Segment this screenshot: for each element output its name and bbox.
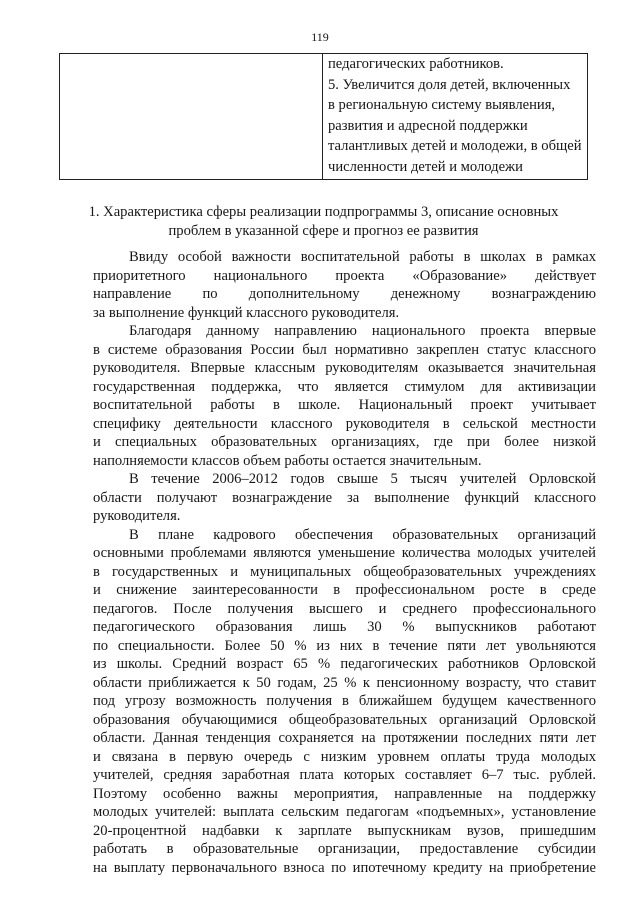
text-line: направление по дополнительному денежному вознаграждению (93, 286, 596, 302)
text-line: Поэтому особенно важны мероприятия, направленные на поддержку (93, 785, 596, 802)
text-line: под угрозу возможность получения в ближайшем будущем качественного (93, 693, 596, 709)
text-line: области получают вознаграждение за выполнение функций классного (93, 489, 596, 506)
cell-line: численности детей и молодежи (328, 158, 523, 175)
cell-line: в региональную систему выявления, (328, 97, 556, 114)
text-line: руководителя. (93, 508, 181, 524)
text-line: воспитательной работы в школе. Национальный проект учитывает (93, 397, 596, 413)
text-line: молодых учителей: выплата сельским педагогам «подъемных», установление (93, 804, 596, 820)
text-line: приоритетного национального проекта «Образование» действует (93, 267, 596, 284)
text-line: педагогического образования лишь 30 % выпускников работают (93, 619, 596, 635)
text-line: в системе образования России был нормативно закреплен статус классного (93, 341, 596, 358)
table-cell-left (60, 54, 323, 180)
text-line: из школы. Средний возраст 65 % педагогических работников Орловской (93, 656, 596, 672)
text-line: области приближается к 50 годам, 25 % к пенсионному возрасту, что ставит (93, 674, 596, 691)
continuation-table (59, 53, 588, 180)
cell-line: 5. Увеличится доля детей, включенных (328, 76, 571, 93)
table-row (60, 54, 588, 180)
text-line: и снижение заинтересованности в профессиональном росте в среде (93, 582, 596, 598)
table-cell-right (323, 54, 588, 180)
text-line: за выполнение функций классного руководителя. (93, 304, 400, 321)
paragraph-first-line: В плане кадрового обеспечения образовательных организаций (129, 526, 596, 543)
body-text (93, 248, 596, 877)
text-line: педагогов. После получения высшего и среднего профессионального (93, 600, 596, 617)
section-heading-line: 1. Характеристика сферы реализации подпрограммы 3, описание основных (88, 204, 559, 220)
text-line: 20-процентной надбавки к зарплате выпускникам вузов, пришедшим (93, 822, 596, 839)
paragraph-first-line: Ввиду особой важности воспитательной работы в школах в рамках (129, 249, 596, 265)
text-line: в государственных и муниципальных общеобразовательных учреждениях (93, 563, 596, 580)
text-line: работать в образовательные организации, предоставление субсидии (93, 841, 596, 857)
cell-line: талантливых детей и молодежи, в общей (328, 138, 582, 155)
text-line: основными проблемами являются уменьшение количества молодых учителей (93, 545, 596, 561)
page-number: 119 (311, 30, 329, 44)
text-line: руководителя. Впервые классным руководителям оказывается значительная (93, 360, 596, 376)
paragraph-first-line: Благодаря данному направлению национального проекта впервые (129, 323, 596, 339)
section-heading (60, 203, 587, 241)
text-line: государственная поддержка, что является стимулом для активизации (93, 378, 596, 395)
text-line: и специальных образовательных организациях, где при более низкой (93, 434, 596, 450)
cell-line: развития и адресной поддержки (328, 117, 528, 134)
text-line: и связана в первую очередь с низким уровнем оплаты труда молодых (93, 748, 596, 765)
text-line: на выплату первоначального взноса по ипотечному кредиту на приобретение (93, 859, 596, 876)
paragraph-first-line: В течение 2006–2012 годов свыше 5 тысяч учителей Орловской (129, 471, 596, 487)
text-line: учителей, средняя заработная плата которых составляет 6–7 тыс. рублей. (93, 767, 596, 783)
cell-line: педагогических работников. (328, 56, 504, 72)
text-line: специфику деятельности классного руководителя в сельской местности (93, 415, 596, 432)
text-line: образования обучающимися общеобразовательных организаций Орловской (93, 711, 596, 728)
text-line: области. Данная тенденция сохраняется на протяжении последних пяти лет (93, 730, 596, 746)
section-heading-line: проблем в указанной сфере и прогноз ее развития (168, 223, 479, 239)
text-line: по специальности. Более 50 % из них в течение пяти лет увольняются (93, 637, 596, 654)
text-line: наполняемости классов объем работы остается значительным. (93, 452, 482, 469)
